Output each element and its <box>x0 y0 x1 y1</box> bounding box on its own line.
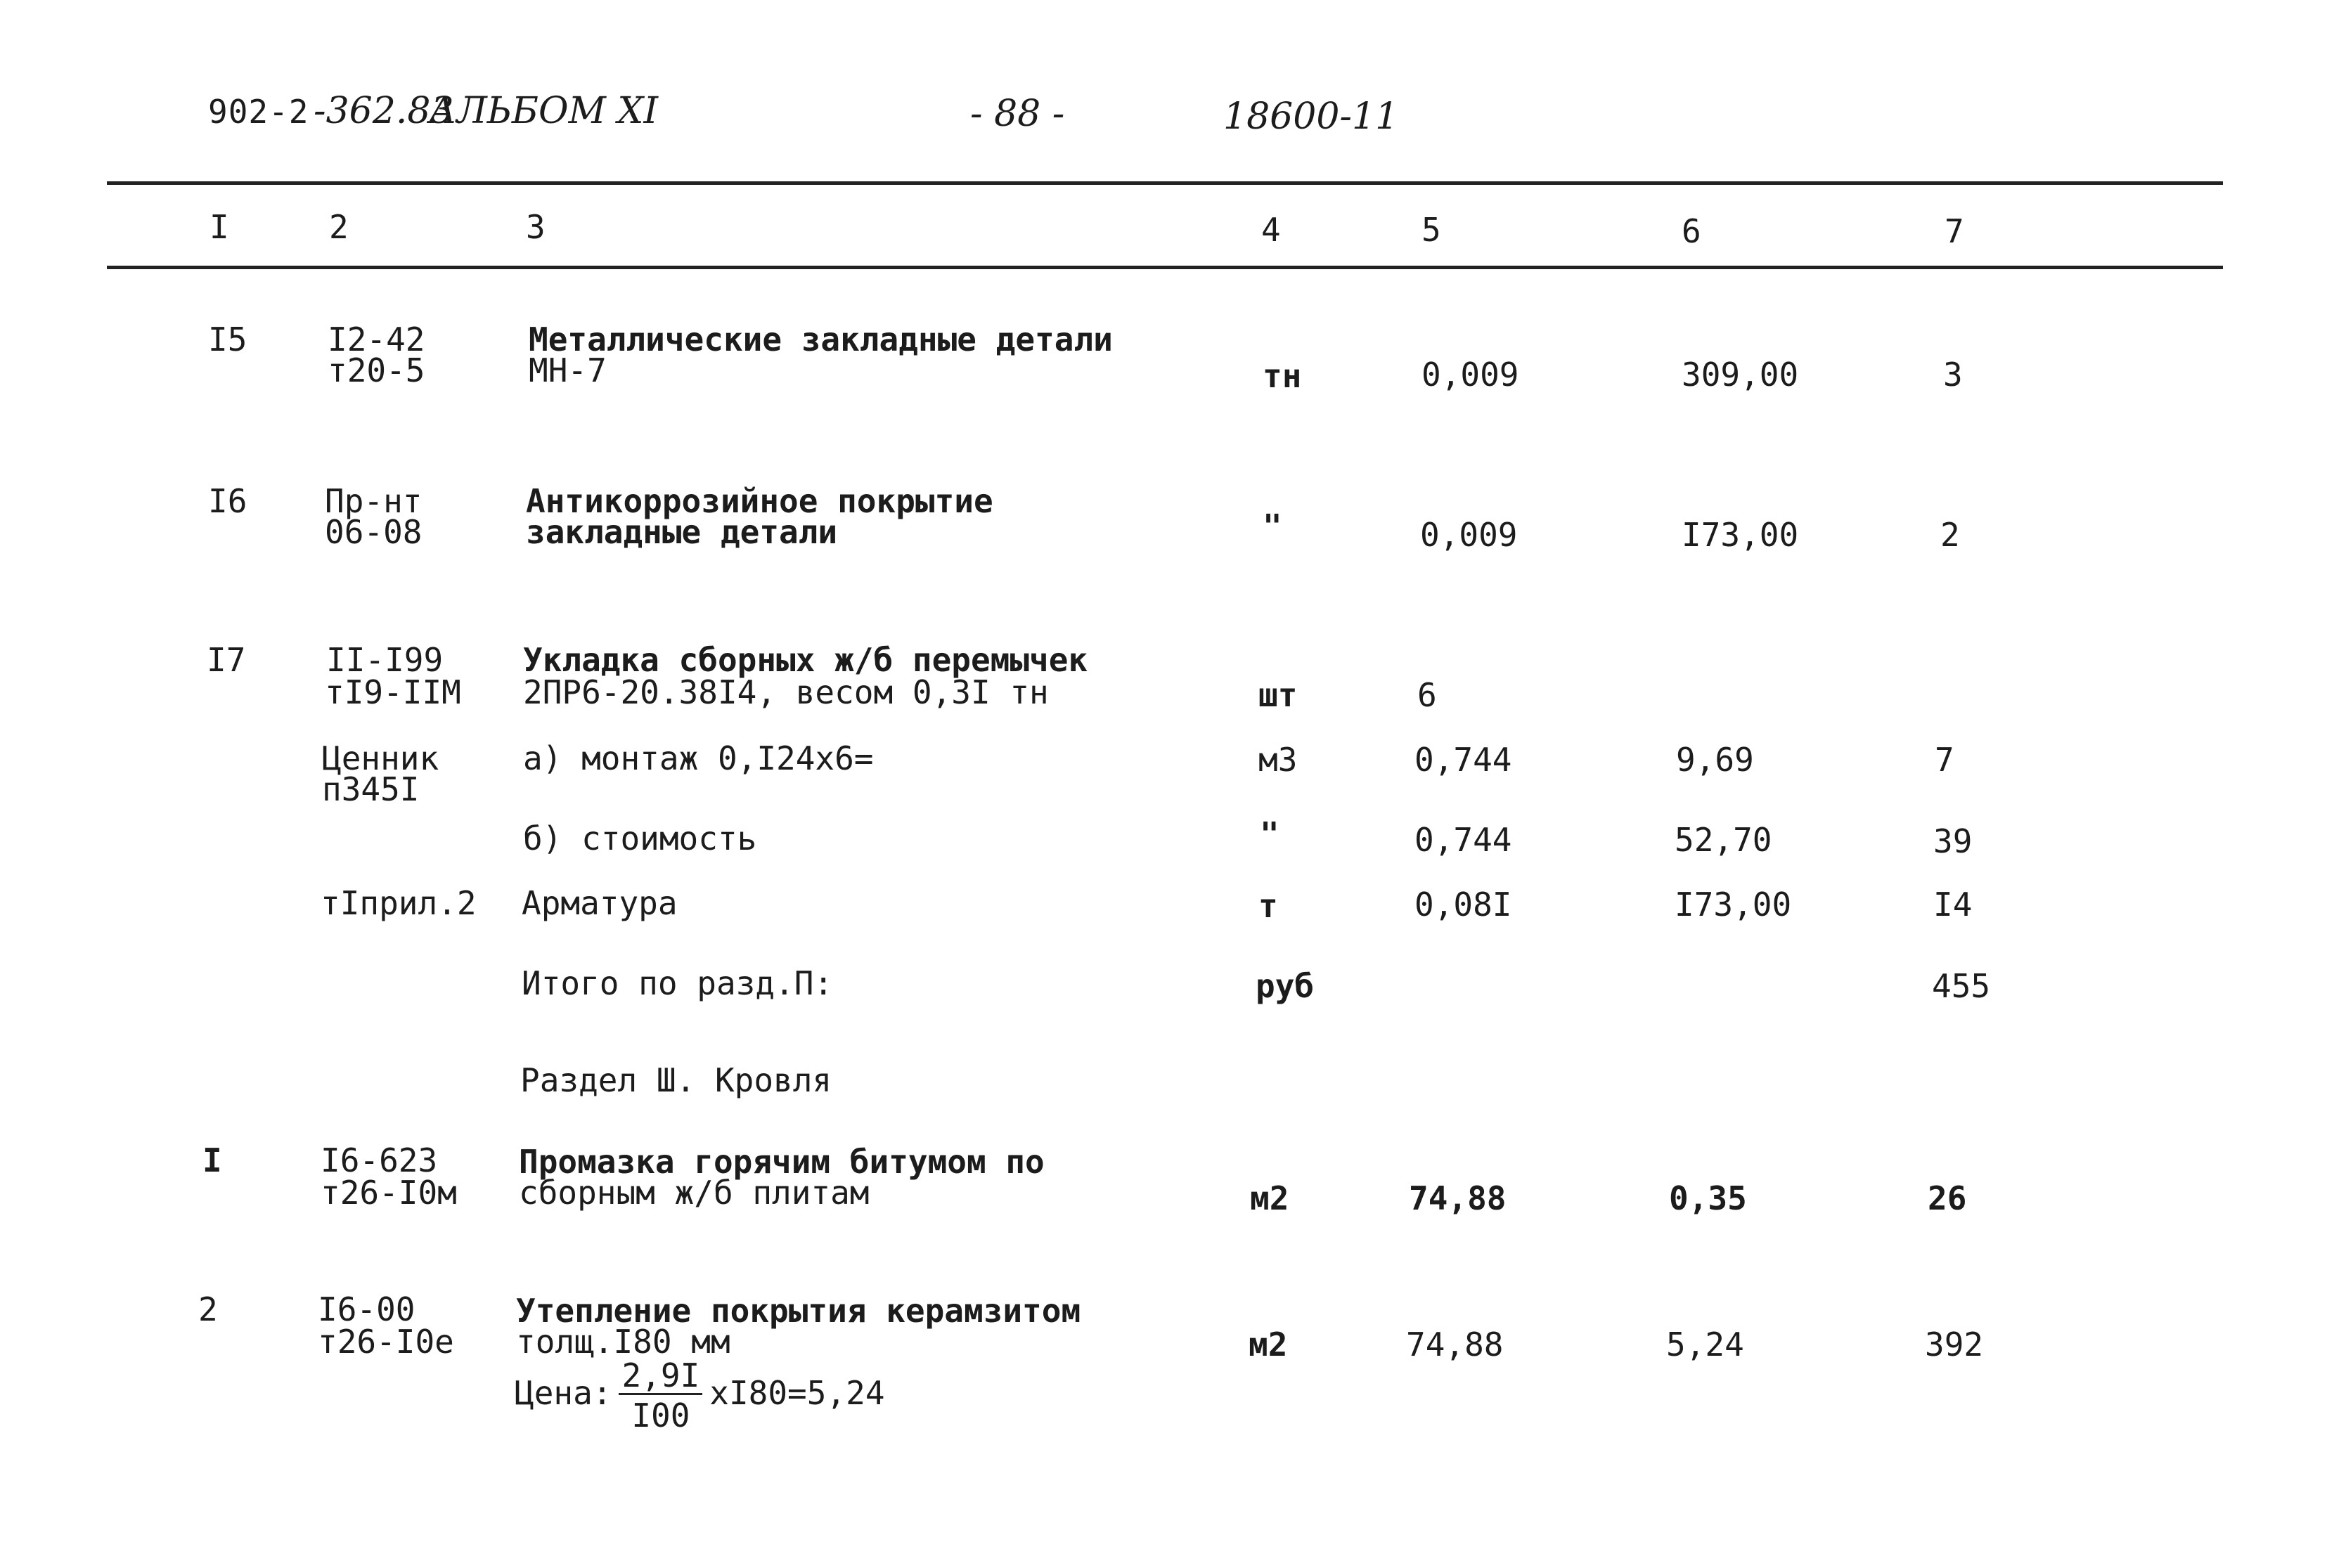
row-unit: м2 <box>1249 1326 1288 1363</box>
row-description-line: закладные детали <box>526 513 838 551</box>
row-unit: м3 <box>1258 741 1298 779</box>
row-total: 392 <box>1925 1326 1984 1363</box>
row-total: 2 <box>1940 516 1960 554</box>
subtotal-label: Итого по разд.П: <box>522 964 834 1002</box>
price-formula <box>515 1356 885 1434</box>
header-rule <box>107 266 2223 269</box>
row-quantity: 0,744 <box>1414 741 1512 779</box>
row-description-line: сборным ж/б плитам <box>519 1174 870 1212</box>
row-code-line: т26-I0е <box>318 1323 454 1361</box>
row-unit: тн <box>1263 357 1302 395</box>
page-number: - 88 - <box>970 93 1065 135</box>
row-unit: шт <box>1258 676 1298 714</box>
row-number: I <box>202 1141 222 1179</box>
row-quantity: 0,08I <box>1414 886 1512 924</box>
formula-fraction <box>619 1356 702 1434</box>
row-code-line: т26-I0м <box>321 1174 457 1212</box>
row-unit: т <box>1258 887 1278 925</box>
row-code-line: п345I <box>322 770 420 808</box>
row-code-line: 06-08 <box>325 513 423 551</box>
inventory-number: 18600-11 <box>1223 96 1399 138</box>
row-code-line: Пр-нт <box>325 482 423 520</box>
row-quantity: 74,88 <box>1409 1179 1507 1217</box>
subtotal-total: 455 <box>1932 967 1991 1005</box>
row-price: 309,00 <box>1682 356 1799 394</box>
row-price: 5,24 <box>1666 1326 1744 1363</box>
row-code-line: тI9-IIМ <box>325 673 461 711</box>
row-total: 7 <box>1935 741 1954 779</box>
row-description-line: б) стоимость <box>523 819 757 857</box>
formula-denominator: I00 <box>631 1397 690 1434</box>
row-quantity: 0,009 <box>1420 516 1518 554</box>
row-code-line: I6-00 <box>318 1290 415 1328</box>
row-price: I73,00 <box>1675 886 1792 924</box>
col-header-1: I <box>209 208 229 246</box>
row-total: 26 <box>1928 1179 1967 1217</box>
row-description-line: Укладка сборных ж/б перемычек <box>523 641 1088 679</box>
row-price: 9,69 <box>1676 741 1754 779</box>
row-description-line: МН-7 <box>529 351 607 389</box>
row-quantity: 0,744 <box>1414 821 1512 859</box>
row-price: 0,35 <box>1669 1179 1747 1217</box>
col-header-6: 6 <box>1682 212 1701 250</box>
row-code-line: I6-623 <box>321 1141 438 1179</box>
row-code-line: тIприл.2 <box>321 884 477 922</box>
col-header-4: 4 <box>1261 211 1281 249</box>
row-total: 3 <box>1943 356 1963 394</box>
row-total: 39 <box>1933 822 1973 860</box>
top-rule <box>107 181 2223 185</box>
col-header-5: 5 <box>1421 211 1441 249</box>
section-title: Раздел Ш. Кровля <box>520 1061 832 1099</box>
row-quantity: 6 <box>1417 676 1437 714</box>
row-number: 2 <box>198 1290 218 1328</box>
doc-code: 902-2 <box>208 93 309 131</box>
row-quantity: 74,88 <box>1406 1326 1504 1363</box>
row-quantity: 0,009 <box>1421 356 1519 394</box>
subtotal-unit: руб <box>1256 967 1315 1005</box>
row-code-line: Ценник <box>322 739 439 777</box>
formula-numerator: 2,9I <box>619 1359 702 1395</box>
row-description-line: толщ.I80 мм <box>516 1323 730 1361</box>
handwritten-code: -362.83 <box>314 90 454 132</box>
col-header-7: 7 <box>1945 212 1964 250</box>
row-description-line: Антикоррозийное покрытие <box>526 482 993 520</box>
row-number: I6 <box>208 482 247 520</box>
row-number: I7 <box>207 641 246 679</box>
row-description-line: Арматура <box>522 884 678 922</box>
col-header-2: 2 <box>329 208 349 246</box>
row-description-line: а) монтаж 0,I24x6= <box>523 739 874 777</box>
row-code-line: II-I99 <box>326 641 444 679</box>
row-description-line: Металлические закладные детали <box>529 320 1113 358</box>
album-label: АЛЬБОМ XI <box>429 90 658 132</box>
row-unit: " <box>1263 507 1282 545</box>
row-description-line: Промазка горячим битумом по <box>519 1143 1045 1181</box>
row-code-line: I2-42 <box>328 320 425 358</box>
formula-prefix: Цена: <box>515 1374 612 1412</box>
row-number: I5 <box>208 320 247 358</box>
row-total: I4 <box>1933 886 1973 924</box>
row-unit: м2 <box>1250 1179 1289 1217</box>
row-price: I73,00 <box>1682 516 1799 554</box>
row-code-line: т20-5 <box>328 351 425 389</box>
row-price: 52,70 <box>1675 821 1772 859</box>
formula-suffix: xI80=5,24 <box>709 1374 885 1412</box>
row-unit: " <box>1260 815 1279 853</box>
row-description-line: 2ПР6-20.38I4, весом 0,3I тн <box>523 673 1049 711</box>
col-header-3: 3 <box>526 208 546 246</box>
row-description-line: Утепление покрытия керамзитом <box>516 1292 1081 1330</box>
